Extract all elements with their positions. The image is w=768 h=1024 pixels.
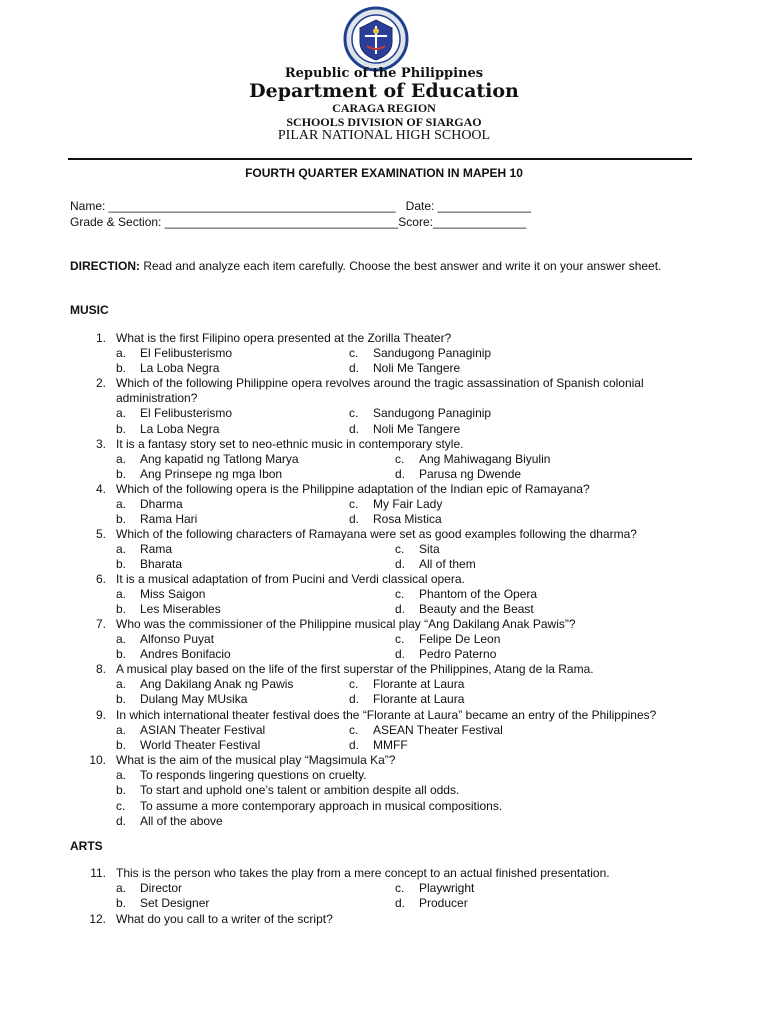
option-text: To start and uphold one’s talent or ambition despite all odds. [140,783,460,798]
answer-option [116,497,183,512]
option-letter: b. [116,512,127,527]
answer-option [349,738,408,753]
question-number: 1. [95,331,106,345]
answer-option [395,557,476,572]
region-heading: CARAGA REGION [332,101,436,115]
question-number: 11. [90,866,106,880]
option-text: Rama [140,542,173,557]
option-letter: b. [116,896,127,911]
answer-option [395,587,537,602]
answer-option [349,677,464,692]
option-text: Sandugong Panaginip [373,346,492,361]
answer-option [116,512,197,527]
answer-option [349,497,442,512]
answer-option [395,896,468,911]
question-text: A musical play based on the life of the first superstar of the Philippines, Atang de la Rama. [116,662,594,676]
answer-option [116,422,219,437]
option-letter: d. [349,421,360,436]
division-heading: SCHOOLS DIVISION OF SIARGAO [286,115,482,129]
answer-option [116,557,182,572]
option-text: To responds lingering questions on cruelty. [140,768,367,783]
option-letter: c. [395,542,405,557]
answer-option [116,467,282,482]
direction-text: Read and analyze each item carefully. Choose the best answer and write it on your answer sheet. [140,259,662,273]
option-text: El Felibusterismo [140,406,233,421]
option-letter: b. [116,738,127,753]
option-letter: a. [116,452,127,467]
option-letter: d. [116,813,127,828]
option-letter: c. [395,881,405,896]
option-letter: a. [116,632,127,647]
option-letter: a. [116,542,127,557]
answer-option [116,783,459,798]
name-date-line: Name: ___________________________________________ Date: ______________ [70,199,532,213]
answer-option [395,467,521,482]
question-number: 12. [89,912,106,926]
option-text: Miss Saigon [140,587,206,602]
option-text: Director [140,881,183,896]
option-text: ASIAN Theater Festival [140,723,266,738]
answer-option [116,692,247,707]
option-letter: d. [349,361,360,376]
answer-option [116,452,299,467]
option-letter: a. [116,406,127,421]
answer-option [116,361,219,376]
question-text: It is a musical adaptation of from Pucini and Verdi classical opera. [116,572,465,586]
answer-option [116,647,231,662]
option-letter: a. [116,881,127,896]
answer-option [116,723,265,738]
answer-option [349,512,442,527]
question-text: Which of the following Philippine opera revolves around the tragic assassination of Spanish colonial administration? [116,376,644,405]
option-text: Ang Prinsepe ng mga Ibon [140,467,283,482]
option-letter: d. [395,602,406,617]
option-text: ASEAN Theater Festival [373,723,503,738]
answer-option [395,647,496,662]
option-text: Rosa Mistica [373,512,442,527]
option-text: Les Miserables [140,602,221,617]
option-letter: c. [349,723,359,738]
option-letter: b. [116,361,127,376]
answer-option [116,602,221,617]
question-text: This is the person who takes the play from a mere concept to an actual finished presentation. [116,866,610,880]
answer-option [349,692,464,707]
option-text: Producer [419,896,468,911]
option-text: Sandugong Panaginip [373,406,492,421]
answer-option [116,738,260,753]
option-letter: c. [349,677,359,692]
option-letter: b. [116,692,127,707]
question-number: 6. [95,572,106,586]
answer-option [395,632,500,647]
question-text: What is the first Filipino opera presented at the Zorilla Theater? [116,331,452,345]
option-text: Ang Dakilang Anak ng Pawis [140,677,294,692]
school-heading: PILAR NATIONAL HIGH SCHOOL [277,128,491,143]
option-letter: d. [349,738,360,753]
question-text: It is a fantasy story set to neo-ethnic music in contemporary style. [116,437,464,451]
question-number: 9. [95,708,106,722]
option-text: La Loba Negra [140,421,220,436]
option-letter: d. [349,512,360,527]
header-divider [68,158,692,160]
option-text: Alfonso Puyat [140,632,215,647]
option-letter: b. [116,467,127,482]
question-text: What do you call to a writer of the script? [116,912,333,926]
option-letter: c. [349,497,359,512]
option-letter: b. [116,557,127,572]
answer-option [116,768,367,783]
question-number: 7. [95,617,106,631]
question-text: Who was the commissioner of the Philippine musical play “Ang Dakilang Anak Pawis”? [116,617,576,631]
answer-option [116,881,182,896]
option-text: Parusa ng Dwende [419,467,522,482]
option-letter: c. [349,406,359,421]
option-letter: c. [116,798,126,813]
option-letter: b. [116,647,127,662]
option-letter: a. [116,497,127,512]
option-letter: c. [395,632,405,647]
option-letter: b. [116,421,127,436]
option-text: Dulang May MUsika [140,692,248,707]
option-text: Andres Bonifacio [140,647,231,662]
option-letter: a. [116,587,127,602]
exam-title: FOURTH QUARTER EXAMINATION IN MAPEH 10 [245,166,523,180]
option-text: Bharata [140,557,183,572]
answer-option [349,723,503,738]
answer-option [116,896,209,911]
option-text: All of them [419,557,476,572]
question-text: Which of the following characters of Ramayana were set as good examples following the dharma? [116,527,637,541]
option-text: Felipe De Leon [419,632,501,647]
option-text: My Fair Lady [373,497,443,512]
option-text: All of the above [140,813,223,828]
answer-option [116,542,172,557]
option-text: Dharma [140,497,183,512]
department-heading: Department of Education [249,80,519,102]
question-number: 3. [95,437,106,451]
answer-option [349,406,491,421]
option-letter: b. [116,602,127,617]
option-letter: c. [395,452,405,467]
answer-option [395,881,474,896]
option-text: Noli Me Tangere [373,421,461,436]
answer-option [349,361,460,376]
option-letter: d. [395,557,406,572]
option-text: Phantom of the Opera [419,587,538,602]
option-letter: d. [395,467,406,482]
section-arts: ARTS [70,839,103,853]
option-text: Florante at Laura [373,692,465,707]
option-text: Noli Me Tangere [373,361,461,376]
answer-option [349,422,460,437]
option-text: Sita [419,542,440,557]
question-text: In which international theater festival does the “Florante at Laura” became an entry of the Philippines? [116,708,657,722]
grade-score-line: Grade & Section: ___________________________________Score:______________ [70,215,527,229]
answer-option [116,799,502,814]
option-letter: a. [116,723,127,738]
option-text: MMFF [373,738,408,753]
option-text: Beauty and the Beast [419,602,534,617]
option-text: Ang kapatid ng Tatlong Marya [140,452,299,467]
question-number: 5. [95,527,106,541]
answer-option [349,346,491,361]
option-letter: d. [395,647,406,662]
option-text: To assume a more contemporary approach in musical compositions. [140,798,503,813]
direction-label: DIRECTION: [70,259,140,273]
answer-option [116,346,232,361]
option-letter: b. [116,783,127,798]
option-text: Playwright [419,881,475,896]
option-text: Rama Hari [140,512,198,527]
direction-paragraph [70,259,710,274]
republic-heading: Republic of the Philippines [284,66,484,81]
answer-option [395,602,534,617]
answer-option [116,814,223,829]
answer-option [116,632,214,647]
option-text: La Loba Negra [140,361,220,376]
option-text: Florante at Laura [373,677,465,692]
option-text: Set Designer [140,896,210,911]
option-text: El Felibusterismo [140,346,233,361]
option-text: Pedro Paterno [419,647,497,662]
option-letter: d. [395,896,406,911]
question-number: 10. [89,753,106,767]
deped-seal-logo [343,6,409,72]
answer-option [116,406,232,421]
question-number: 4. [95,482,106,496]
answer-option [395,542,440,557]
answer-option [116,587,205,602]
option-letter: d. [349,692,360,707]
option-letter: c. [349,346,359,361]
option-letter: a. [116,346,127,361]
question-number: 2. [95,376,106,390]
option-letter: a. [116,677,127,692]
option-text: Ang Mahiwagang Biyulin [419,452,551,467]
section-music: MUSIC [70,303,109,317]
answer-option [395,452,550,467]
answer-option [116,677,293,692]
option-letter: c. [395,587,405,602]
question-text: Which of the following opera is the Philippine adaptation of the Indian epic of Ramayana? [116,482,590,496]
option-letter: a. [116,768,127,783]
option-text: World Theater Festival [140,738,261,753]
question-text: What is the aim of the musical play “Magsimula Ka”? [116,753,396,767]
question-number: 8. [95,662,106,676]
